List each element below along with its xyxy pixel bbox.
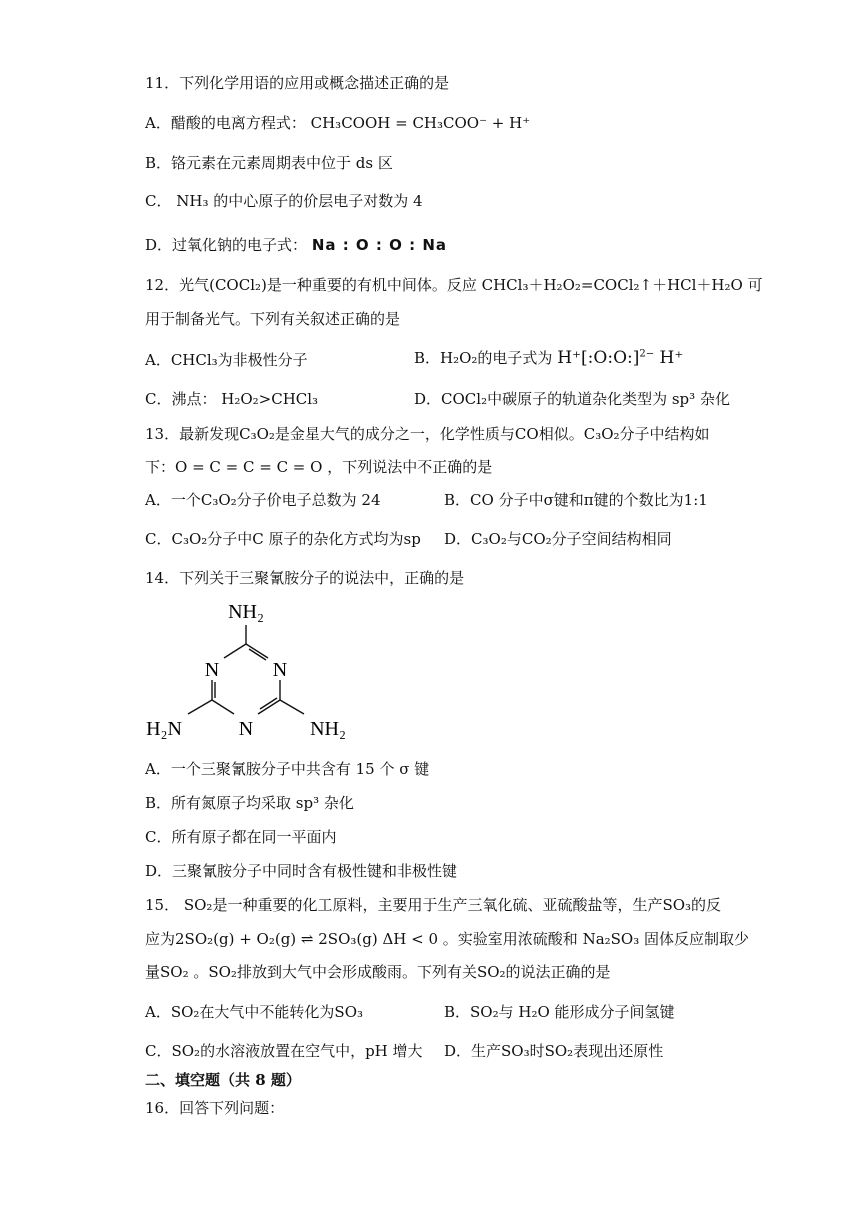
q15-option-a: A．SO₂在大气中不能转化为SO₃ — [145, 1003, 364, 1021]
amine-group-right: NH₂ — [310, 718, 346, 740]
q15-stem-line1: 15． SO₂是一种重要的化工原料，主要用于生产三氧化硫、亚硫酸盐等，生产SO₃的反 — [145, 896, 722, 914]
q15-option-d: D．生产SO₃时SO₂表现出还原性 — [444, 1042, 664, 1060]
q11-option-c-text: 的中心原子的价层电子对数为 4 — [213, 192, 423, 210]
q13-stem-line1: 13．最新发现C₃O₂是金星大气的成分之一，化学性质与CO相似。C₃O₂分子中结构如 — [145, 425, 710, 443]
q12-stem-line2: 用于制备光气。下列有关叙述正确的是 — [145, 310, 401, 328]
q14-stem: 14．下列关于三聚氰胺分子的说法中，正确的是 — [145, 569, 465, 587]
q12-option-b — [414, 348, 683, 368]
amine-group-top: NH₂ — [228, 601, 264, 623]
q15-stem-line2: 应为2SO₂(g) + O₂(g) ⇌ 2SO₃(g) ΔH < 0 。实验室用浓硫酸和 Na₂SO₃ 固体反应制取少 — [145, 930, 750, 948]
amine-group-left: H₂N — [146, 718, 182, 740]
ring-nitrogen-bottom: N — [238, 718, 254, 740]
nh3-formula: NH₃ — [176, 192, 209, 210]
q12-stem-line1: 12．光气(COCl₂)是一种重要的有机中间体。反应 CHCl₃＋H₂O₂=COCl₂↑＋HCl＋H₂O 可 — [145, 276, 763, 294]
q12-option-a: A．CHCl₃为非极性分子 — [145, 351, 308, 369]
q16-stem: 16．回答下列问题： — [145, 1099, 285, 1117]
q11-option-d — [145, 235, 447, 255]
q14-option-a: A．一个三聚氰胺分子中共含有 15 个 σ 键 — [145, 760, 430, 778]
q11-option-a-formula: CH₃COOH = CH₃COO⁻ + H⁺ — [310, 114, 531, 132]
q15-option-c: C．SO₂的水溶液放置在空气中，pH 增大 — [145, 1042, 423, 1060]
q13-option-c: C．C₃O₂分子中C 原子的杂化方式均为sp — [145, 530, 421, 548]
section-heading: 二、填空题（共 8 题） — [145, 1071, 301, 1089]
q11-option-a — [145, 113, 530, 133]
q11-option-b: B．铬元素在元素周期表中位于 ds 区 — [145, 154, 393, 172]
ring-nitrogen-left: N — [204, 659, 220, 681]
q13-option-d: D．C₃O₂与CO₂分子空间结构相同 — [444, 530, 672, 548]
h2o2-electron-formula: H⁺[:O:O:]$^{2-}$ H⁺ — [557, 348, 684, 368]
q12-option-d: D．COCl₂中碳原子的轨道杂化类型为 sp³ 杂化 — [414, 390, 730, 408]
q13-option-b: B．CO 分子中σ键和π键的个数比为1:1 — [444, 491, 708, 509]
sodium-peroxide-electron-formula: Na : O : O : Na — [311, 236, 447, 254]
q12-option-c: C．沸点： H₂O₂>CHCl₃ — [145, 390, 319, 408]
q13-option-a: A．一个C₃O₂分子价电子总数为 24 — [145, 491, 381, 509]
melamine-structure — [140, 592, 370, 752]
q14-option-b: B．所有氮原子均采取 sp³ 杂化 — [145, 794, 354, 812]
q12-option-b-label: B．H₂O₂的电子式为 — [414, 349, 553, 367]
q14-option-d: D．三聚氰胺分子中同时含有极性键和非极性键 — [145, 862, 458, 880]
q11-option-a-label: A．醋酸的电离方程式： — [145, 114, 306, 132]
q11-option-c — [145, 191, 423, 211]
q15-option-b: B．SO₂与 H₂O 能形成分子间氢键 — [444, 1003, 675, 1021]
ring-nitrogen-right: N — [272, 659, 288, 681]
q14-option-c: C．所有原子都在同一平面内 — [145, 828, 337, 846]
q15-stem-line3: 量SO₂ 。SO₂排放到大气中会形成酸雨。下列有关SO₂的说法正确的是 — [145, 963, 611, 981]
q13-stem-line2: 下：O = C = C = C = O ，下列说法中不正确的是 — [145, 458, 493, 476]
q11-option-d-label: D．过氧化钠的电子式： — [145, 236, 308, 254]
q11-option-c-label: C． — [145, 192, 172, 210]
q11-stem: 11．下列化学用语的应用或概念描述正确的是 — [145, 74, 450, 92]
